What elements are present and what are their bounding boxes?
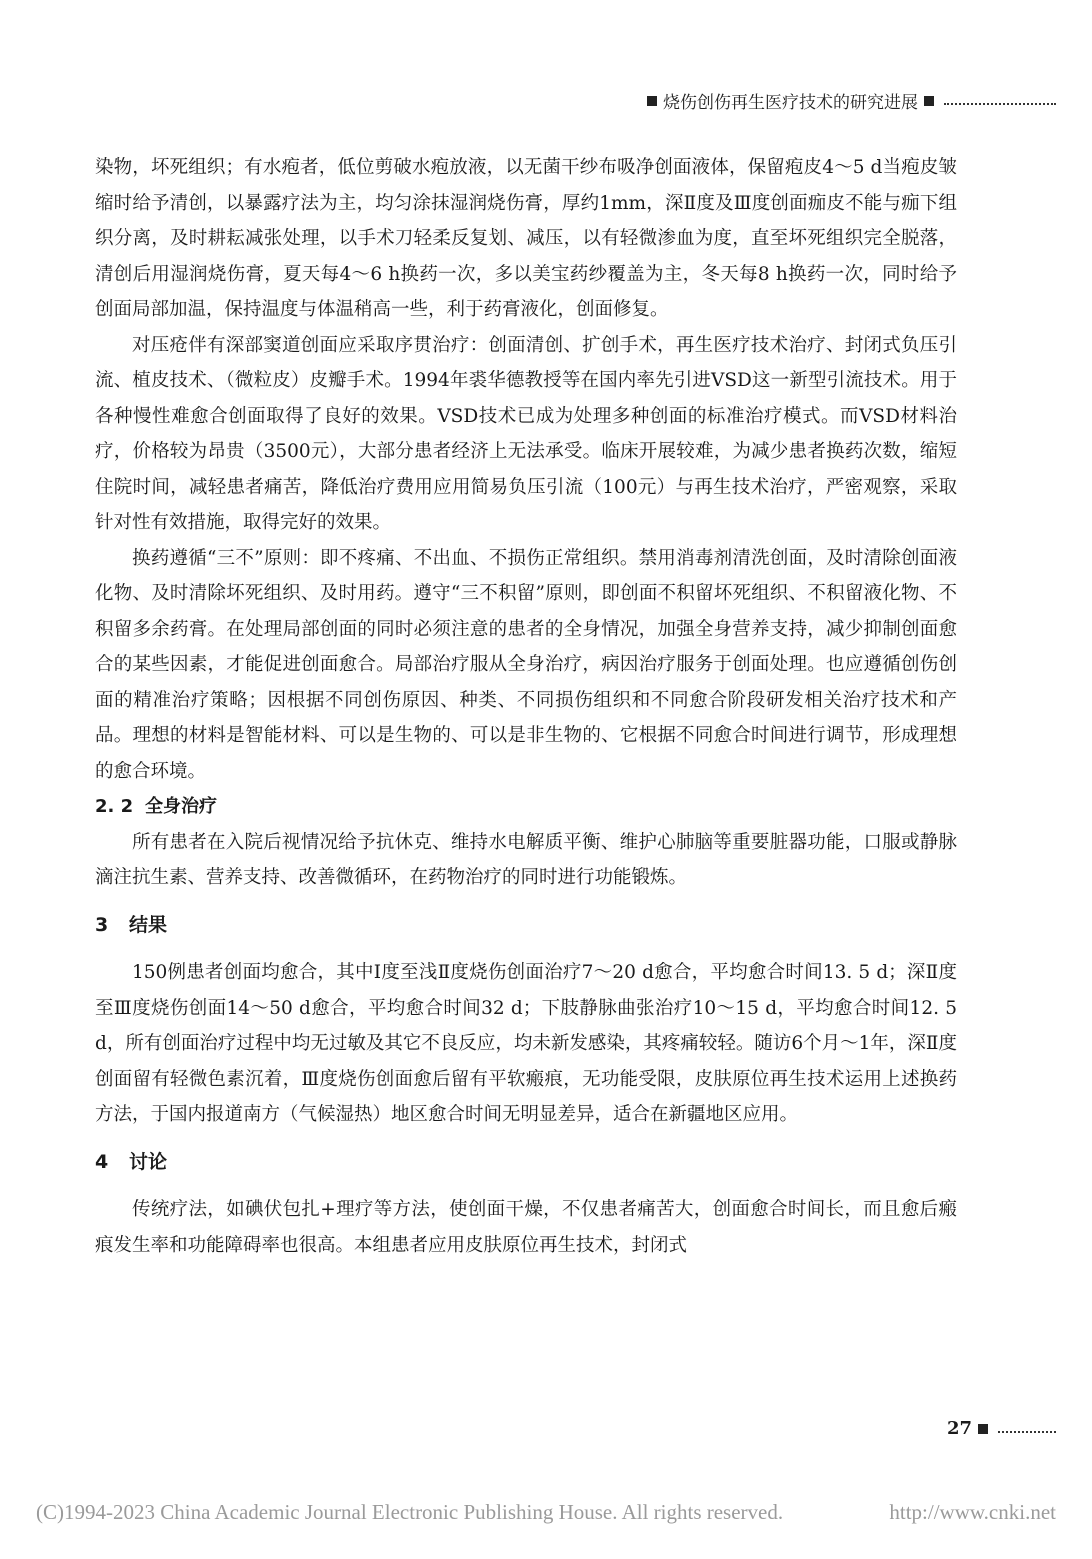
paragraph: 150例患者创面均愈合，其中Ⅰ度至浅Ⅱ度烧伤创面治疗7～20 d愈合，平均愈合时间13. 5 d；深Ⅱ度至Ⅲ度烧伤创面14～50 d愈合，平均愈合时间32 d；下肢静脉曲张治疗10～15 d，平均愈合时间12. 5 d，所有创面治疗过程中均无过敏及其它不良反应，均未新发感染，其疼痛较轻。随访6个月～1年，深Ⅱ度创面留有轻微色素沉着，Ⅲ度烧伤创面愈后留有平软瘢痕，无功能受限，皮肤原位再生技术运用上述换药方法，于国内报道南方（气候湿热）地区愈合时间无明显差异，适合在新疆地区应用。 <box>95 962 957 1125</box>
section-title: 讨论 <box>129 1150 168 1173</box>
subsection-heading <box>95 789 957 825</box>
article-body <box>95 150 957 1263</box>
square-bullet-icon <box>924 96 934 106</box>
dotted-leader <box>944 103 1056 105</box>
subsection-title: 全身治疗 <box>145 796 217 817</box>
paragraph: 传统疗法，如碘伏包扎+理疗等方法，使创面干燥，不仅患者痛苦大，创面愈合时间长，而且愈后瘢痕发生率和功能障碍率也很高。本组患者应用皮肤原位再生技术，封闭式 <box>95 1199 957 1256</box>
square-bullet-icon <box>978 1424 988 1434</box>
section-heading-results <box>95 908 957 944</box>
paragraph: 换药遵循“三不”原则：即不疼痛、不出血、不损伤正常组织。禁用消毒剂清洗创面，及时清除创面液化物、及时清除坏死组织、及时用药。遵守“三不积留”原则，即创面不积留坏死组织、不积留液化物、不积留多余药膏。在处理局部创面的同时必须注意的患者的全身情况，加强全身营养支持，减少抑制创面愈合的某些因素，才能促进创面愈合。局部治疗服从全身治疗，病因治疗服务于创面处理。也应遵循创伤创面的精准治疗策略；因根据不同创伤原因、种类、不同损伤组织和不同愈合阶段研发相关治疗技术和产品。理想的材料是智能材料、可以是生物的、可以是非生物的、它根据不同愈合时间进行调节，形成理想的愈合环境。 <box>95 547 957 782</box>
paragraph: 染物，坏死组织；有水疱者，低位剪破水疱放液，以无菌干纱布吸净创面液体，保留疱皮4～5 d当疱皮皱缩时给予清创，以暴露疗法为主，均匀涂抹湿润烧伤膏，厚约1mm，深Ⅱ度及Ⅲ度创面痂皮不能与痂下组织分离，及时耕耘减张处理，以手术刀轻柔反复划、减压，以有轻微渗血为度，直至坏死组织完全脱落，清创后用湿润烧伤膏，夏天每4～6 h换药一次，多以美宝药纱覆盖为主，冬天每8 h换药一次，同时给予创面局部加温，保持温度与体温稍高一些，利于药膏液化，创面修复。 <box>95 157 957 320</box>
dotted-leader <box>998 1431 1056 1433</box>
section-heading-discussion <box>95 1145 957 1181</box>
page-number-block <box>947 1418 1056 1439</box>
copyright-text: (C)1994-2023 China Academic Journal Electronic Publishing House. All rights reserved. <box>36 1500 784 1524</box>
running-title: 烧伤创伤再生医疗技术的研究进展 <box>663 93 918 113</box>
paragraph: 所有患者在入院后视情况给予抗休克、维持水电解质平衡、维护心肺脑等重要脏器功能，口服或静脉滴注抗生素、营养支持、改善微循环，在药物治疗的同时进行功能锻炼。 <box>95 831 957 888</box>
subsection-number: 2. 2 <box>95 796 134 817</box>
page-number: 27 <box>946 1418 972 1439</box>
section-number: 3 <box>95 913 109 936</box>
section-title: 结果 <box>129 913 168 936</box>
copyright-footer <box>36 1500 1056 1525</box>
running-header <box>641 88 1056 113</box>
section-number: 4 <box>95 1150 109 1173</box>
square-bullet-icon <box>647 96 657 106</box>
footer-url: http://www.cnki.net <box>889 1500 1056 1524</box>
paragraph: 对压疮伴有深部窦道创面应采取序贯治疗：创面清创、扩创手术，再生医疗技术治疗、封闭式负压引流、植皮技术、（微粒皮）皮瓣手术。1994年裘华德教授等在国内率先引进VSD这一新型引流技术。用于各种慢性难愈合创面取得了良好的效果。VSD技术已成为处理多种创面的标准治疗模式。而VSD材料治疗，价格较为昂贵（3500元），大部分患者经济上无法承受。临床开展较难，为减少患者换药次数，缩短住院时间，减轻患者痛苦，降低治疗费用应用简易负压引流（100元）与再生技术治疗，严密观察，采取针对性有效措施，取得完好的效果。 <box>95 334 957 533</box>
